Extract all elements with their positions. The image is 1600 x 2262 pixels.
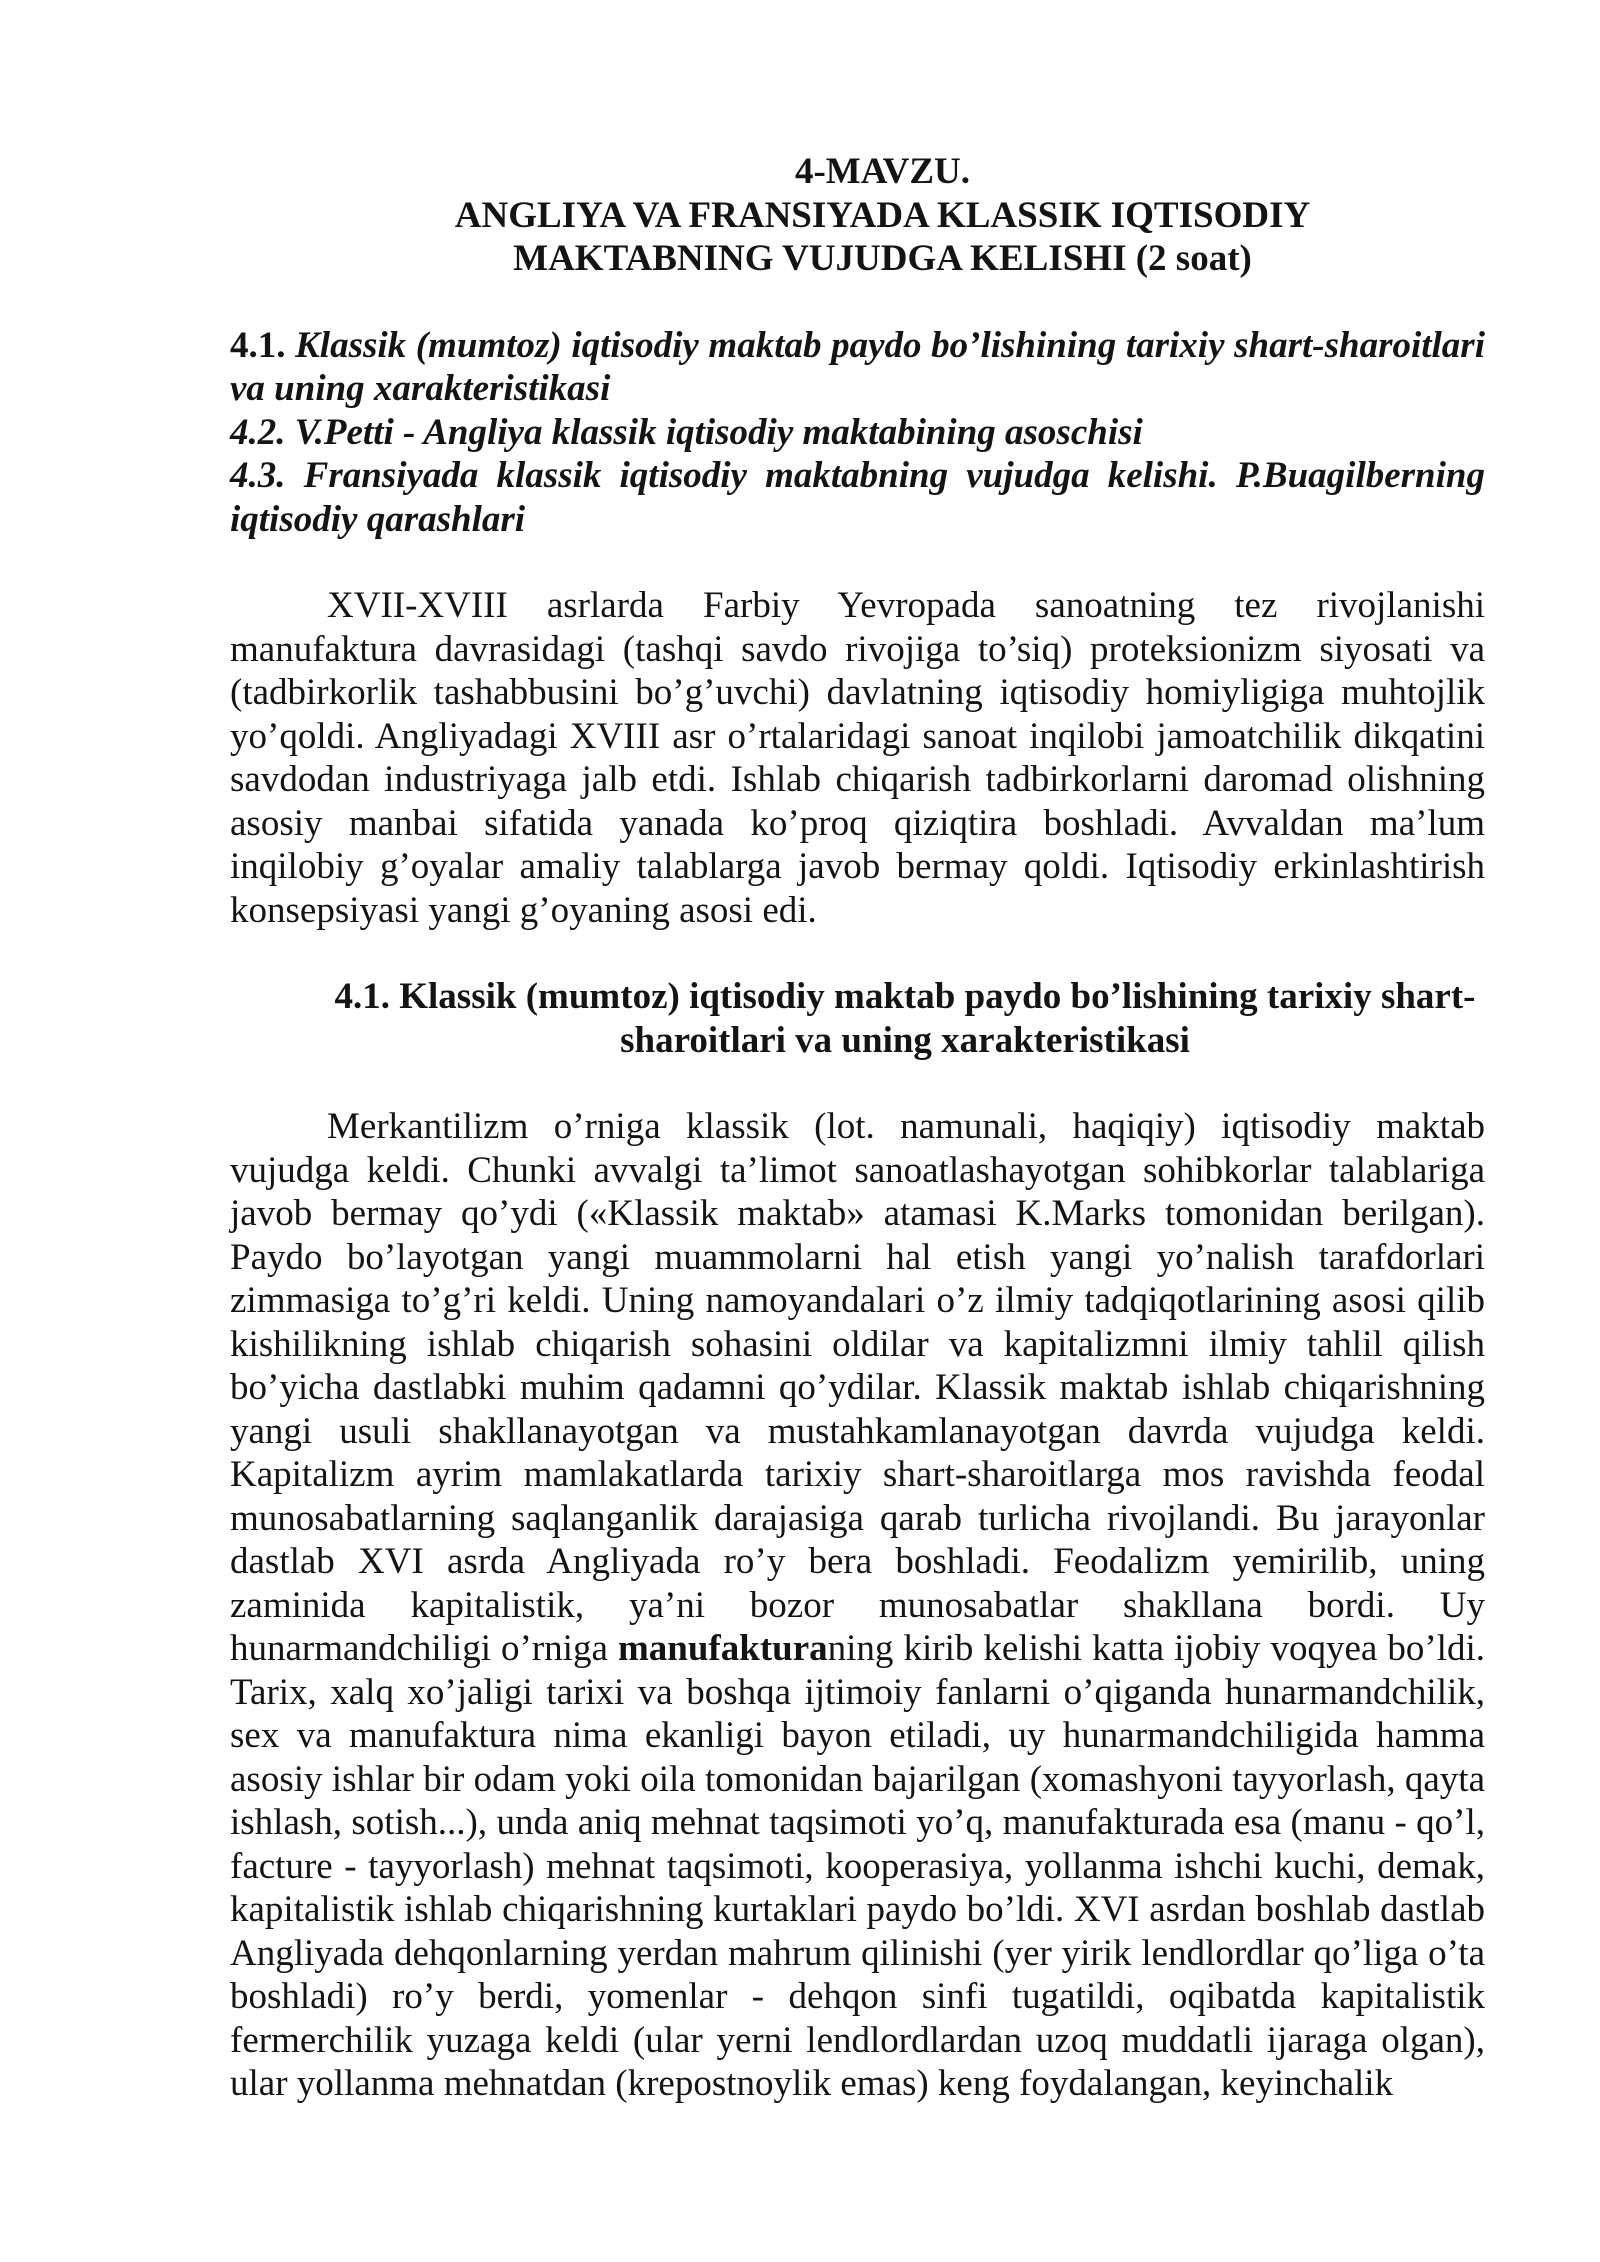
outline-item-number: 4.1. [230,324,286,366]
bold-term: manufaktura [617,1628,828,1669]
outline-item-text: Fransiyada klassik iqtisodiy maktabning vujudga kelishi. P.Buagilberning iqtisodiy qarashlari [230,455,1485,540]
intro-paragraph: XVII-XVIII asrlarda Farbiy Yevropada sanoatning tez rivojlanishi manufaktura davrasidagi (tashqi savdo rivojiga to’siq) proteksionizm siyosati va (tadbirkorlik tashabbusini bo’g’uvchi) davlatning iqtisodiy homiyligiga muhtojlik yo’qoldi. Angliyadagi XVIII asr o’rtalaridagi sanoat inqilobi jamoatchilik dikqatini savdodan industriyaga jalb etdi. Ishlab chiqarish tadbirkorlarni daromad olishning asosiy manbai sifatida yanada ko’proq qiziqtira boshladi. Avvaldan ma’lum inqilobiy g’oyalar amaliy talablarga javob bermay qoldi. Iqtisodiy erkinlashtirish konsepsiyasi yangi g’oyaning asosi edi. [230,585,1485,931]
document-page [230,150,1485,2106]
document-title-block [230,150,1485,281]
section-paragraph-text: Merkantilizm o’rniga klassik (lot. namunali, haqiqiy) iqtisodiy maktab vujudga keldi. Chunki avvalgi ta’limot sanoatlashayotgan sohibkorlar talablariga javob bermay qo’ydi («Klassik maktab» atamasi K.Marks tomonidan berilgan). Paydo bo’layotgan yangi muammolarni hal etish yangi yo’nalish tarafdorlari zimmasiga to’g’ri keldi. Uning namoyandalari o’z ilmiy tadqiqotlarining asosi qilib kishilikning ishlab chiqarish sohasini oldilar va kapitalizmni ilmiy tahlil qilish bo’yicha dastlabki muhim qadamni qo’ydilar. Klassik maktab ishlab chiqarishning yangi usuli shakllanayotgan va mustahkamlanayotgan davrda vujudga keldi. Kapitalizm ayrim mamlakatlarda tarixiy shart-sharoitlarga mos ravishda feodal munosabatlarning saqlanganlik darajasiga qarab turlicha rivojlandi. Bu jarayonlar dastlab XVI asrda Angliyada ro’y bera boshladi. Feodalizm yemirilib, uning zaminida kapitalistik, ya’ni bozor munosabatlar shakllana bordi. Uy hunarmandchiligi o’rniga [230,1106,1485,1669]
outline-item-text: Klassik (mumtoz) iqtisodiy maktab paydo bo’lishining tarixiy shart-sharoitlari va uning xarakteristikasi [230,324,1485,409]
topic-title-line-2: MAKTABNING VUJUDGA KELISHI (2 soat) [513,238,1252,279]
outline-item-number: 4.3. [230,455,286,496]
outline-item [230,454,1485,541]
outline-item [230,411,1485,455]
section-paragraph [230,1105,1485,2106]
outline-item-text: V.Petti - Angliya klassik iqtisodiy maktabining asoschisi [285,411,1143,453]
section-heading: 4.1. Klassik (mumtoz) iqtisodiy maktab paydo bo’lishining tarixiy shart-sharoitlari va uning xarakteristikasi [334,976,1476,1061]
topic-title-line-1: ANGLIYA VA FRANSIYADA KLASSIK IQTISODIY [454,194,1311,236]
section-paragraph-text-cont: ning kirib kelishi katta ijobiy voqyea bo’ldi. Tarix, xalq xo’jaligi tarixi va boshqa ijtimoiy fanlarni o’qiganda hunarmandchilik, sex va manufaktura nima ekanligi bayon etiladi, uy hunarmandchiligida hamma asosiy ishlar bir odam yoki oila tomonidan bajarilgan (xomashyoni tayyorlash, qayta ishlash, sotish...), unda aniq mehnat taqsimoti yo’q, manufakturada esa (manu - qo’l, facture - tayyorlash) mehnat taqsimoti, kooperasiya, yollanma ishchi kuchi, demak, kapitalistik ishlab chiqarishning kurtaklari paydo bo’ldi. XVI asrdan boshlab dastlab Angliyada dehqonlarning yerdan mahrum qilinishi (yer yirik lendlordlar qo’liga o’ta boshladi) ro’y berdi, yomenlar - dehqon sinfi tugatildi, oqibatda kapitalistik fermerchilik yuzaga keldi (ular yerni lendlordlardan uzoq muddatli ijaraga olgan), ular yollanma mehnatdan (krepostnoylik emas) keng foydalangan, keyinchalik [230,1628,1485,2104]
topic-number: 4-MAVZU. [794,151,971,192]
outline-item-number: 4.2. [230,411,286,453]
topic-outline [230,324,1485,542]
outline-item [230,324,1485,411]
